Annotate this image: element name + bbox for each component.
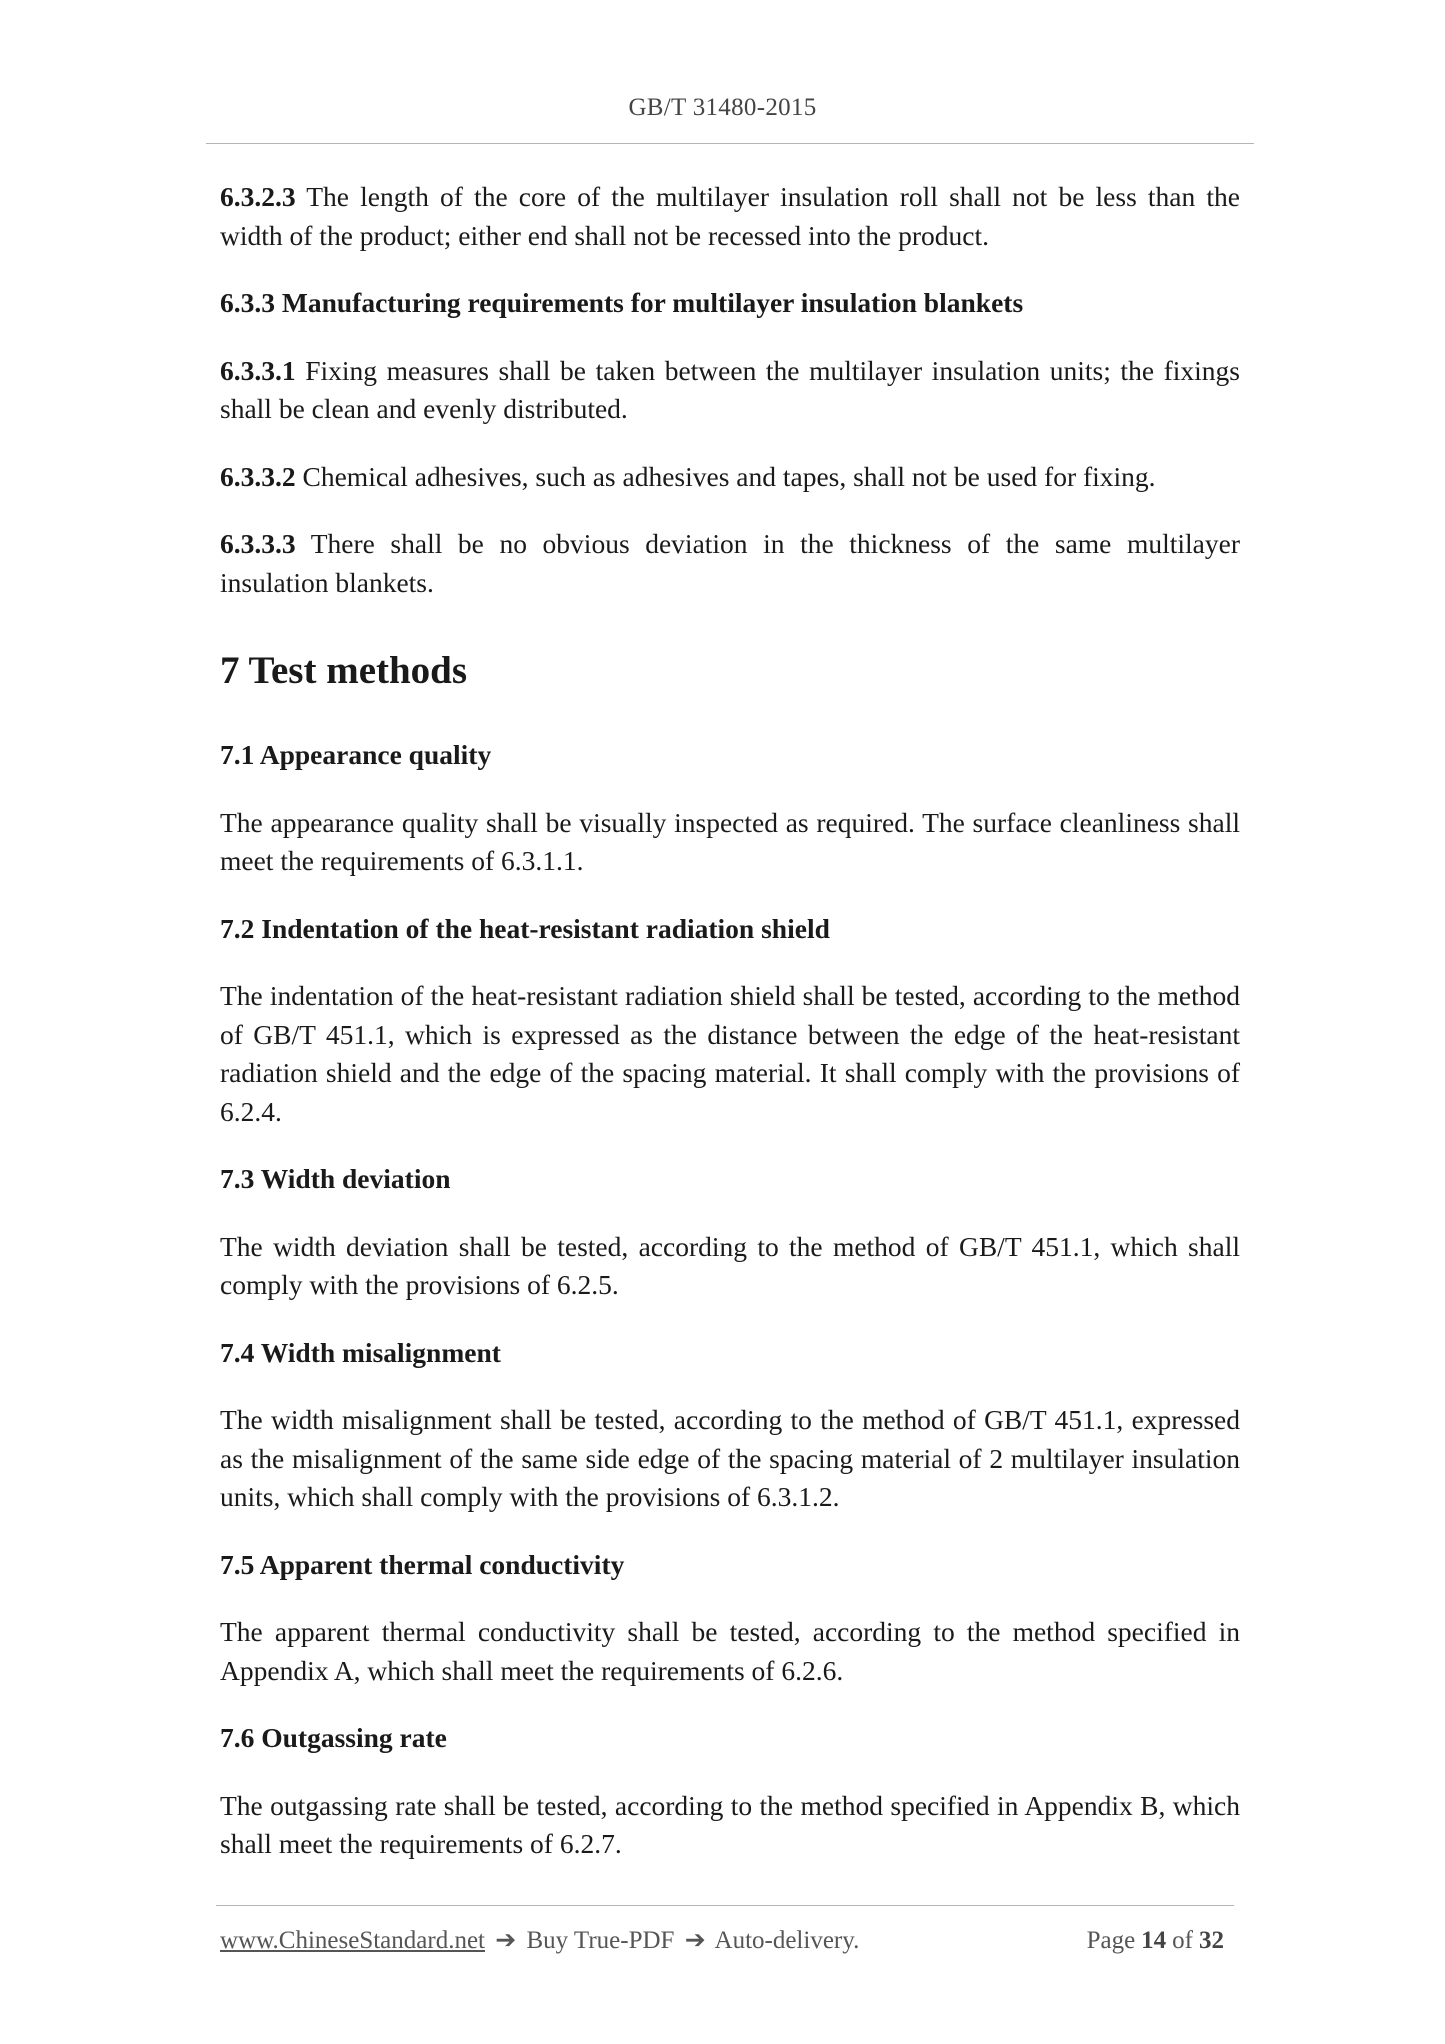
- delivery-text: Auto-delivery.: [714, 1927, 860, 1954]
- page-footer: [220, 1925, 1230, 1955]
- clause-text: Chemical adhesives, such as adhesives and tapes, shall not be used for fixing.: [295, 460, 1156, 492]
- page-of: of: [1172, 1927, 1193, 1954]
- paragraph-7-3: The width deviation shall be tested, according to the method of GB/T 451.1, which shall comply with the provisions of 6.2.5.: [220, 1230, 1240, 1300]
- heading-7-6: 7.6 Outgassing rate: [220, 1722, 447, 1753]
- paragraph-7-4: The width misalignment shall be tested, according to the method of GB/T 451.1, expressed as the misalignment of the same side edge of the spacing material of 2 multilayer insulation units, which shall comply with the provisions of 6.3.1.2.: [220, 1404, 1240, 1512]
- heading-6-3-3: 6.3.3 Manufacturing requirements for multilayer insulation blankets: [220, 287, 1024, 318]
- header-divider: [206, 143, 1254, 144]
- page-total: 32: [1199, 1927, 1224, 1954]
- arrow-right-icon: ➔: [495, 1927, 517, 1954]
- website-link[interactable]: www.ChineseStandard.net: [220, 1927, 485, 1954]
- page-header-doc-id: GB/T 31480-2015: [628, 94, 817, 121]
- page-indicator: [1087, 1927, 1230, 1955]
- clause-6-3-2-3: [220, 178, 1240, 255]
- clause-number: 6.3.2.3: [220, 181, 296, 212]
- clause-text: The length of the core of the multilayer insulation roll shall not be less than the width of the product; either end shall not be recessed into the product.: [220, 181, 1240, 251]
- page-current: 14: [1141, 1927, 1167, 1954]
- heading-7-2: 7.2 Indentation of the heat-resistant radiation shield: [220, 912, 830, 944]
- clause-number: 6.3.3.3: [220, 528, 296, 559]
- paragraph-7-2: The indentation of the heat-resistant radiation shield shall be tested, according to the method of GB/T 451.1, which is expressed as the distance between the edge of the heat-resistant radiation shield and the edge of the spacing material. It shall comply with the provisions of 6.2.4.: [220, 980, 1240, 1127]
- clause-number: 6.3.3.1: [220, 354, 296, 386]
- page-label: Page: [1086, 1927, 1136, 1954]
- clause-text: There shall be no obvious deviation in the thickness of the same multilayer insulation blankets.: [220, 528, 1240, 598]
- footer-divider: [216, 1905, 1234, 1906]
- clause-6-3-3-2: [220, 458, 1240, 497]
- heading-7-test-methods: 7 Test methods: [220, 649, 468, 692]
- heading-7-5: 7.5 Apparent thermal conductivity: [220, 1548, 625, 1580]
- clause-6-3-3-3: [220, 525, 1240, 602]
- document-body: [220, 178, 1240, 1893]
- buy-text: Buy True-PDF: [526, 1927, 675, 1954]
- footer-promo: [220, 1925, 859, 1955]
- paragraph-7-6: The outgassing rate shall be tested, according to the method specified in Appendix B, which shall meet the requirements of 6.2.7.: [220, 1789, 1240, 1859]
- arrow-right-icon: ➔: [684, 1927, 706, 1954]
- paragraph-7-5: The apparent thermal conductivity shall be tested, according to the method specified in Appendix A, which shall meet the requirements of 6.2.6.: [220, 1616, 1240, 1686]
- paragraph-7-1: The appearance quality shall be visually inspected as required. The surface cleanliness shall meet the requirements of 6.3.1.1.: [220, 806, 1240, 876]
- heading-7-3: 7.3 Width deviation: [220, 1163, 451, 1194]
- heading-7-4: 7.4 Width misalignment: [220, 1336, 501, 1368]
- clause-6-3-3-1: [220, 352, 1240, 429]
- clause-number: 6.3.3.2: [220, 460, 296, 492]
- heading-7-1: 7.1 Appearance quality: [220, 739, 492, 770]
- clause-text: Fixing measures shall be taken between the multilayer insulation units; the fixings shall be clean and evenly distributed.: [220, 354, 1240, 424]
